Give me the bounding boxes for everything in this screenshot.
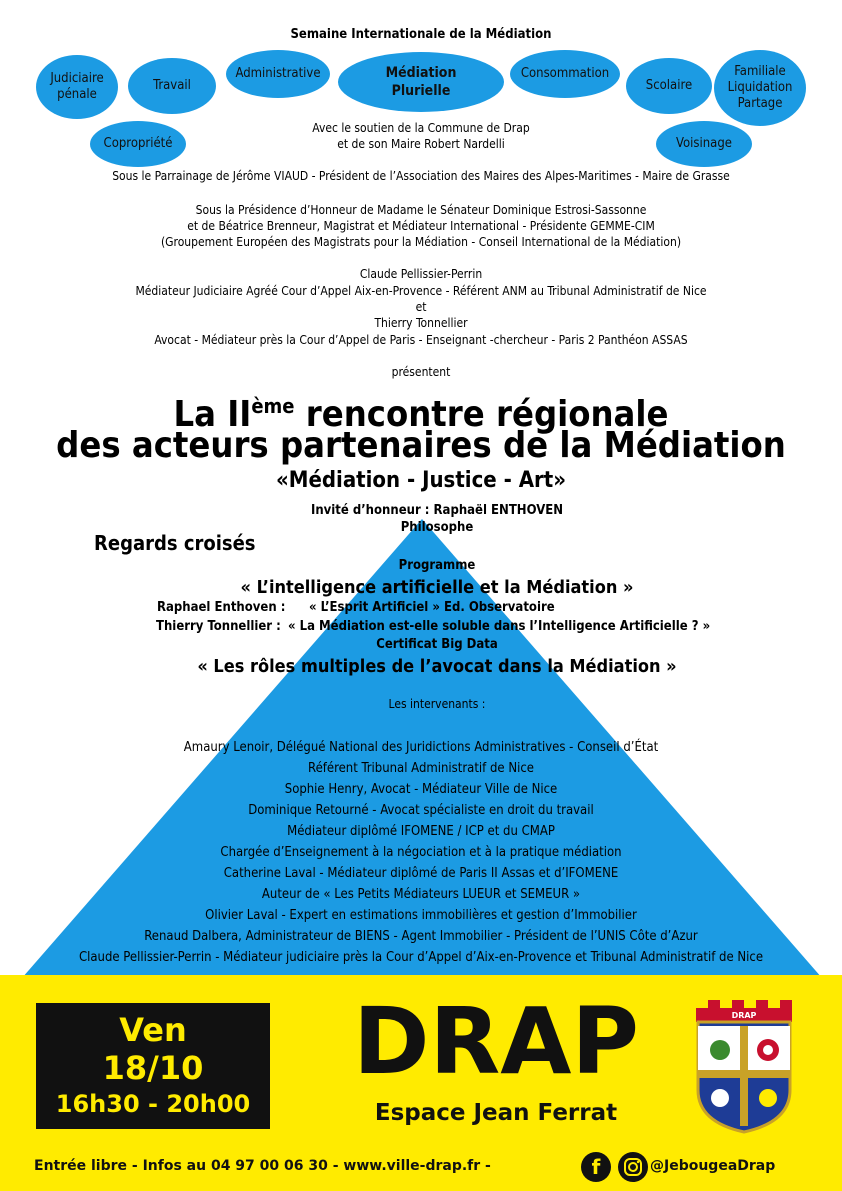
- talk-title: « L’Esprit Artificiel » Ed. Observatoire: [309, 600, 555, 615]
- parrainage-line: Sous le Parrainage de Jérôme VIAUD - Président de l’Association des Maires des Alpes-Maritimes - Maire de Grasse: [112, 169, 730, 183]
- intervenant-line: Olivier Laval - Expert en estimations immobilières et gestion d’Immobilier: [205, 908, 637, 923]
- guest-line: Invité d’honneur : Raphaël ENTHOVEN: [310, 503, 564, 518]
- title-sup: ème: [251, 394, 295, 418]
- talk-title: « La Médiation est-elle soluble dans l’Intelligence Artificielle ? »: [288, 619, 711, 634]
- intervenant-line: Chargée d’Enseignement à la négociation et à la pratique médiation: [220, 845, 622, 860]
- main-subtitle: «Médiation - Justice - Art»: [275, 468, 567, 493]
- intervenants-label: Les intervenants :: [388, 697, 486, 711]
- organizer-name: Thierry Tonnellier: [374, 316, 468, 330]
- intervenants-list: [0, 737, 842, 968]
- bubble-label: Administrative: [235, 66, 321, 81]
- event-venue: Espace Jean Ferrat: [374, 1100, 618, 1126]
- organizer-title: Médiateur Judiciaire Agréé Cour d’Appel Aix-en-Provence - Référent ANM au Tribunal Administratif de Nice: [135, 284, 707, 298]
- bubble-label: Scolaire: [645, 78, 693, 93]
- drap-crest-icon: [692, 998, 796, 1134]
- organizer-title: Avocat - Médiateur près la Cour d’Appel de Paris - Enseignant -chercheur - Paris 2 Panthéon ASSAS: [154, 333, 688, 347]
- talk-speaker: Raphael Enthoven :: [157, 600, 286, 615]
- event-title: Semaine Internationale de la Médiation: [290, 27, 552, 42]
- support-line: et de son Maire Robert Nardelli: [337, 137, 505, 151]
- certificat-label: Certificat Big Data: [376, 637, 498, 652]
- bubble-label: Partage: [737, 96, 783, 111]
- bubble-label: Liquidation: [727, 80, 793, 95]
- footer-info: Entrée libre - Infos au 04 97 00 06 30 - www.ville-drap.fr -: [34, 1158, 491, 1174]
- support-line: Avec le soutien de la Commune de Drap: [312, 121, 530, 135]
- intervenant-line: Sophie Henry, Avocat - Médiateur Ville de Nice: [284, 782, 558, 797]
- intervenant-line: Dominique Retourné - Avocat spécialiste en droit du travail: [248, 803, 594, 818]
- bubble-label: Travail: [153, 78, 191, 93]
- bubble-travail: [128, 58, 216, 114]
- bubble-consommation: [510, 50, 620, 98]
- bubble-label: Copropriété: [103, 136, 173, 151]
- bubble-label: Consommation: [520, 66, 610, 81]
- programme-topic: « L’intelligence artificielle et la Médiation »: [240, 577, 634, 598]
- facebook-icon[interactable]: f: [581, 1152, 611, 1182]
- presidence-line: et de Béatrice Brenneur, Magistrat et Médiateur International - Présidente GEMME-CIM: [187, 219, 655, 233]
- bubble-label: Judiciaire: [50, 71, 104, 86]
- title-part: La II: [173, 394, 252, 435]
- intervenant-line: Amaury Lenoir, Délégué National des Juridictions Administratives - Conseil d’État: [183, 740, 659, 755]
- intervenant-line: Médiateur diplômé IFOMENE / ICP et du CMAP: [287, 824, 555, 839]
- bubble-judiciaire: [36, 55, 118, 119]
- crest-label: DRAP: [731, 1011, 757, 1020]
- bubble-scolaire: [626, 58, 712, 114]
- event-city: DRAP: [353, 988, 639, 1095]
- programme-label: Programme: [398, 558, 476, 573]
- bubble-label: pénale: [57, 87, 97, 102]
- intervenant-line: Catherine Laval - Médiateur diplômé de Paris II Assas et d’IFOMENE: [223, 866, 619, 881]
- main-title-line2: des acteurs partenaires de la Médiation: [56, 425, 786, 466]
- guest-role: Philosophe: [400, 520, 474, 535]
- intervenant-line: Auteur de « Les Petits Médiateurs LUEUR et SEMEUR »: [261, 887, 581, 902]
- date-box: [36, 1003, 270, 1129]
- organizer-and: et: [415, 300, 427, 314]
- instagram-icon[interactable]: [618, 1152, 648, 1182]
- regards-croises: Regards croisés: [94, 531, 256, 555]
- event-day: Ven: [119, 1011, 187, 1049]
- talk-speaker: Thierry Tonnellier :: [156, 619, 281, 634]
- event-time: 16h30 - 20h00: [55, 1090, 251, 1118]
- bubble-administrative: [226, 50, 330, 98]
- bubble-label: Familiale: [734, 64, 786, 79]
- presentent-label: présentent: [391, 365, 451, 379]
- organizer-name: Claude Pellissier-Perrin: [359, 267, 483, 281]
- presidence-line: Sous la Présidence d’Honneur de Madame le Sénateur Dominique Estrosi-Sassonne: [195, 203, 647, 217]
- bubble-label: Plurielle: [391, 83, 451, 99]
- programme-topic: « Les rôles multiples de l’avocat dans la Médiation »: [197, 656, 677, 677]
- intervenant-line: Claude Pellissier-Perrin - Médiateur judiciaire près la Cour d’Appel d’Aix-en-Provence et Tribunal Administratif de Nice: [78, 950, 764, 965]
- bubble-label: Voisinage: [676, 136, 732, 151]
- event-date: 18/10: [102, 1049, 204, 1087]
- bubble-mediation-plurielle: [338, 52, 504, 112]
- intervenant-line: Référent Tribunal Administratif de Nice: [308, 761, 534, 776]
- bubble-familiale: [714, 50, 806, 126]
- title-part: rencontre régionale: [294, 394, 669, 435]
- social-handle[interactable]: @JebougeaDrap: [650, 1158, 776, 1174]
- intervenant-line: Renaud Dalbera, Administrateur de BIENS - Agent Immobilier - Président de l’UNIS Côte d’Azur: [144, 929, 698, 944]
- presidence-line: (Groupement Européen des Magistrats pour la Médiation - Conseil International de la Médiation): [160, 235, 682, 249]
- bubble-label: Médiation: [385, 65, 457, 81]
